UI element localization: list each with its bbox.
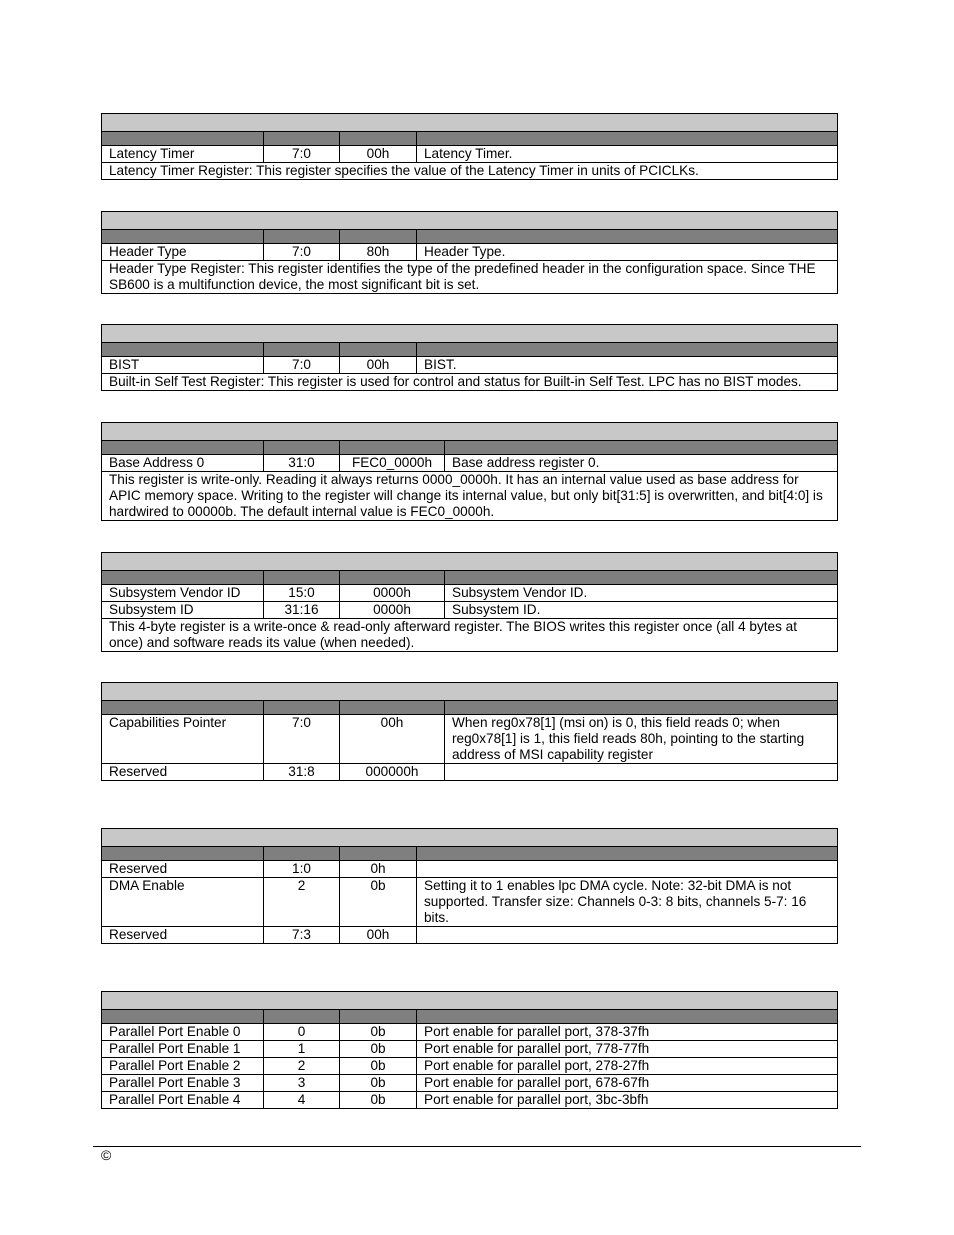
field-name: Latency Timer (102, 146, 264, 163)
field-name: Reserved (102, 927, 264, 944)
field-description (417, 861, 838, 878)
table-row (102, 455, 838, 472)
field-bits: 31:8 (264, 764, 340, 781)
field-default: 0000h (340, 585, 445, 602)
field-description: Subsystem Vendor ID. (445, 585, 838, 602)
field-default: 0h (340, 861, 417, 878)
table-header-row (102, 1010, 838, 1024)
table-header-row (102, 132, 838, 146)
field-name: Capabilities Pointer (102, 715, 264, 764)
table-title-bar (102, 683, 838, 701)
field-name: Parallel Port Enable 4 (102, 1092, 264, 1109)
field-bits: 4 (264, 1092, 340, 1109)
table-row (102, 861, 838, 878)
field-description: Port enable for parallel port, 778-77fh (417, 1041, 838, 1058)
field-description: Port enable for parallel port, 278-27fh (417, 1058, 838, 1075)
table-row (102, 1041, 838, 1058)
footer-divider (93, 1146, 861, 1147)
field-bits: 31:0 (264, 455, 340, 472)
table-row (102, 927, 838, 944)
field-description: BIST. (417, 357, 838, 374)
field-default: 0b (340, 1075, 417, 1092)
table-title-bar (102, 114, 838, 132)
field-bits: 2 (264, 1058, 340, 1075)
field-default: 0b (340, 1058, 417, 1075)
register-description-row (102, 163, 838, 180)
field-name: Subsystem Vendor ID (102, 585, 264, 602)
table-title-bar (102, 423, 838, 441)
field-default: 00h (340, 927, 417, 944)
field-description (417, 927, 838, 944)
field-bits: 31:16 (264, 602, 340, 619)
parallel-port-enable-register-table (101, 991, 838, 1109)
dma-enable-register-table (101, 828, 838, 944)
table-row (102, 357, 838, 374)
field-name: Parallel Port Enable 0 (102, 1024, 264, 1041)
table-row (102, 1058, 838, 1075)
bist-register-table (101, 324, 838, 391)
latency-timer-register-table (101, 113, 838, 180)
table-row (102, 1024, 838, 1041)
field-default: 80h (340, 244, 417, 261)
capabilities-pointer-register-table (101, 682, 838, 781)
field-description: Setting it to 1 enables lpc DMA cycle. Note: 32-bit DMA is not supported. Transfer size: Channels 0-3: 8 bits, channels 5-7: 16 bits. (417, 878, 838, 927)
field-description: When reg0x78[1] (msi on) is 0, this field reads 0; when reg0x78[1] is 1, this field reads 80h, pointing to the starting address of MSI capability register (445, 715, 838, 764)
table-row (102, 715, 838, 764)
table-header-row (102, 701, 838, 715)
table-row (102, 878, 838, 927)
table-header-row (102, 571, 838, 585)
field-default: FEC0_0000h (340, 455, 445, 472)
table-row (102, 585, 838, 602)
table-title-bar (102, 829, 838, 847)
field-default: 0b (340, 1041, 417, 1058)
field-default: 0b (340, 1092, 417, 1109)
field-name: Header Type (102, 244, 264, 261)
table-row (102, 244, 838, 261)
register-description: Built-in Self Test Register: This register is used for control and status for Built-in Self Test. LPC has no BIST modes. (102, 374, 838, 391)
register-description: This register is write-only. Reading it always returns 0000_0000h. It has an internal value used as base address for APIC memory space. Writing to the register will change its internal value, but only bit[31:5] is overwritten, and bit[4:0] is hardwired to 00000b. The default internal value is FEC0_0000h. (102, 472, 838, 521)
field-name: Parallel Port Enable 3 (102, 1075, 264, 1092)
table-title-bar (102, 325, 838, 343)
table-row (102, 1092, 838, 1109)
field-bits: 7:0 (264, 146, 340, 163)
field-bits: 7:0 (264, 357, 340, 374)
base-address-register-table (101, 422, 838, 521)
footer-copyright: © (101, 1147, 112, 1163)
subsystem-id-register-table (101, 552, 838, 652)
table-header-row (102, 441, 838, 455)
field-description: Port enable for parallel port, 3bc-3bfh (417, 1092, 838, 1109)
field-name: Reserved (102, 861, 264, 878)
field-description: Port enable for parallel port, 678-67fh (417, 1075, 838, 1092)
field-name: Subsystem ID (102, 602, 264, 619)
table-title-bar (102, 553, 838, 571)
register-description-row (102, 261, 838, 294)
field-bits: 15:0 (264, 585, 340, 602)
table-row (102, 1075, 838, 1092)
register-description: Latency Timer Register: This register specifies the value of the Latency Timer in units of PCICLKs. (102, 163, 838, 180)
field-bits: 1:0 (264, 861, 340, 878)
table-row (102, 146, 838, 163)
field-default: 00h (340, 146, 417, 163)
register-description-row (102, 619, 838, 652)
field-name: BIST (102, 357, 264, 374)
field-description: Latency Timer. (417, 146, 838, 163)
table-header-row (102, 343, 838, 357)
field-bits: 7:3 (264, 927, 340, 944)
field-bits: 0 (264, 1024, 340, 1041)
field-name: DMA Enable (102, 878, 264, 927)
register-description: Header Type Register: This register identifies the type of the predefined header in the configuration space. Since THE SB600 is a multifunction device, the most significant bit is set. (102, 261, 838, 294)
field-name: Reserved (102, 764, 264, 781)
field-bits: 7:0 (264, 244, 340, 261)
table-title-bar (102, 992, 838, 1010)
table-header-row (102, 847, 838, 861)
field-bits: 7:0 (264, 715, 340, 764)
field-description: Port enable for parallel port, 378-37fh (417, 1024, 838, 1041)
register-description-row (102, 472, 838, 521)
field-description (445, 764, 838, 781)
field-default: 00h (340, 357, 417, 374)
table-row (102, 602, 838, 619)
field-default: 00h (340, 715, 445, 764)
register-description: This 4-byte register is a write-once & read-only afterward register. The BIOS writes this register once (all 4 bytes at once) and software reads its value (when needed). (102, 619, 838, 652)
field-default: 0b (340, 1024, 417, 1041)
header-type-register-table (101, 211, 838, 294)
field-bits: 2 (264, 878, 340, 927)
field-description: Header Type. (417, 244, 838, 261)
register-description-row (102, 374, 838, 391)
table-row (102, 764, 838, 781)
field-bits: 3 (264, 1075, 340, 1092)
field-name: Base Address 0 (102, 455, 264, 472)
field-default: 0b (340, 878, 417, 927)
table-header-row (102, 230, 838, 244)
field-bits: 1 (264, 1041, 340, 1058)
table-title-bar (102, 212, 838, 230)
field-description: Base address register 0. (445, 455, 838, 472)
field-name: Parallel Port Enable 1 (102, 1041, 264, 1058)
field-description: Subsystem ID. (445, 602, 838, 619)
field-default: 0000h (340, 602, 445, 619)
field-name: Parallel Port Enable 2 (102, 1058, 264, 1075)
field-default: 000000h (340, 764, 445, 781)
